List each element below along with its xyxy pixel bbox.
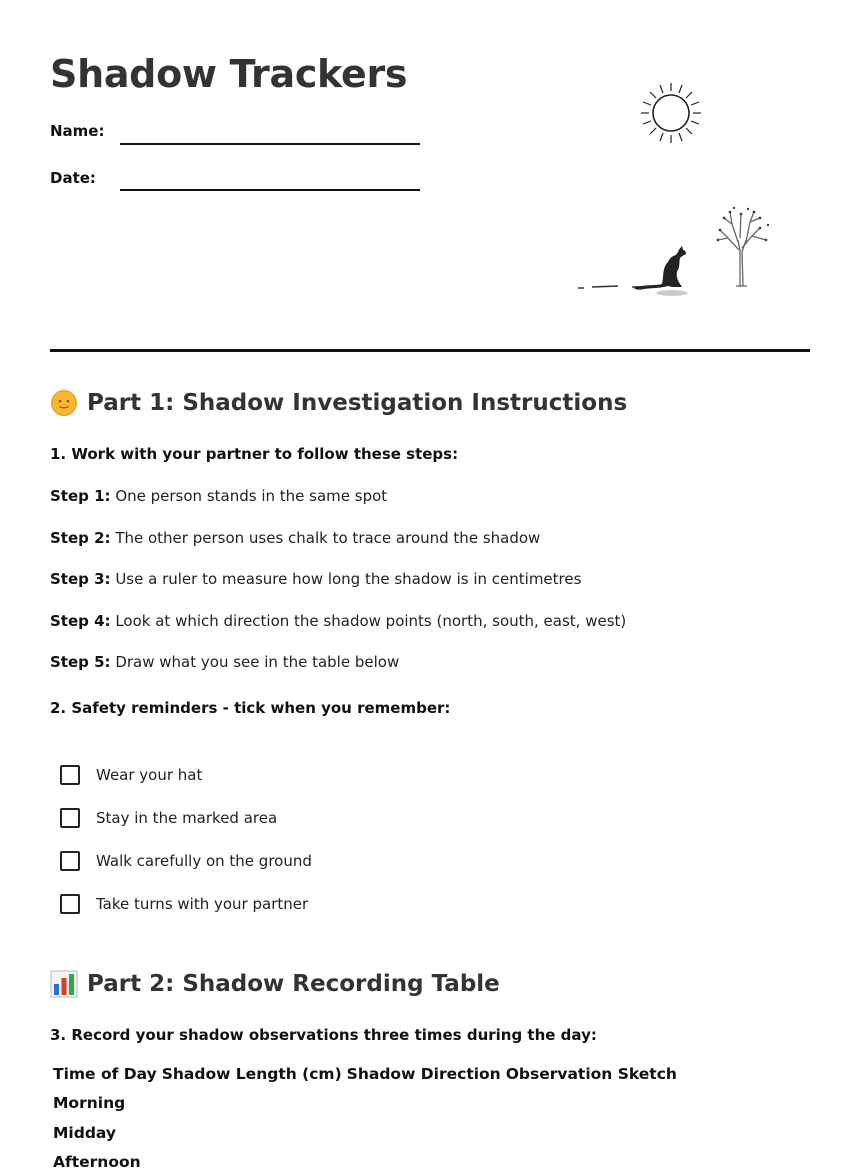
table-header-row (53, 1065, 682, 1083)
step-label: Step 4: (50, 612, 111, 630)
step-2 (50, 529, 540, 547)
step-text: Use a ruler to measure how long the shadow is in centimetres (115, 570, 582, 588)
sun-illustration-icon (636, 80, 706, 150)
column-header-sketch: Observation Sketch (505, 1065, 677, 1083)
kangaroo-tree-illustration-icon (572, 200, 777, 305)
question-1-label: 1. Work with your partner to follow these steps: (50, 445, 459, 463)
column-header-length: Shadow Length (cm) (161, 1065, 342, 1083)
step-3 (50, 570, 581, 588)
part2-title: Part 2: Shadow Recording Table (87, 971, 500, 997)
checkbox[interactable] (60, 808, 80, 828)
checklist-item-marked-area[interactable] (60, 808, 277, 828)
checkbox[interactable] (60, 851, 80, 871)
step-text: Look at which direction the shadow points (north, south, east, west) (115, 612, 627, 630)
checklist-label: Wear your hat (96, 766, 203, 784)
step-text: Draw what you see in the table below (115, 653, 400, 671)
table-row-midday: Midday (53, 1124, 117, 1142)
step-5 (50, 653, 399, 671)
checklist-label: Walk carefully on the ground (96, 852, 312, 870)
step-text: One person stands in the same spot (115, 487, 388, 505)
step-1 (50, 487, 387, 505)
step-label: Step 3: (50, 570, 111, 588)
bar-chart-icon (50, 970, 78, 998)
step-label: Step 1: (50, 487, 111, 505)
step-label: Step 2: (50, 529, 111, 547)
checkbox[interactable] (60, 765, 80, 785)
name-label: Name: (50, 122, 105, 140)
question-2-label: 2. Safety reminders - tick when you remember: (50, 699, 451, 717)
checkbox[interactable] (60, 894, 80, 914)
question-3-label: 3. Record your shadow observations three times during the day: (50, 1026, 597, 1044)
step-4 (50, 612, 626, 630)
step-label: Step 5: (50, 653, 111, 671)
step-text: The other person uses chalk to trace around the shadow (115, 529, 541, 547)
worksheet-title: Shadow Trackers (50, 52, 408, 96)
header-divider (50, 349, 810, 352)
part2-heading (50, 970, 500, 998)
column-header-direction: Shadow Direction (346, 1065, 501, 1083)
sun-face-icon (50, 389, 78, 417)
checklist-label: Take turns with your partner (96, 895, 309, 913)
part1-title: Part 1: Shadow Investigation Instructions (87, 390, 628, 416)
column-header-time: Time of Day (53, 1065, 157, 1083)
checklist-item-walk-carefully[interactable] (60, 851, 312, 871)
date-field[interactable] (120, 189, 420, 191)
table-row-afternoon: Afternoon (53, 1153, 141, 1171)
part1-heading (50, 389, 627, 417)
date-label: Date: (50, 169, 96, 187)
checklist-label: Stay in the marked area (96, 809, 278, 827)
name-field[interactable] (120, 143, 420, 145)
checklist-item-hat[interactable] (60, 765, 202, 785)
checklist-item-take-turns[interactable] (60, 894, 308, 914)
table-row-morning: Morning (53, 1094, 126, 1112)
